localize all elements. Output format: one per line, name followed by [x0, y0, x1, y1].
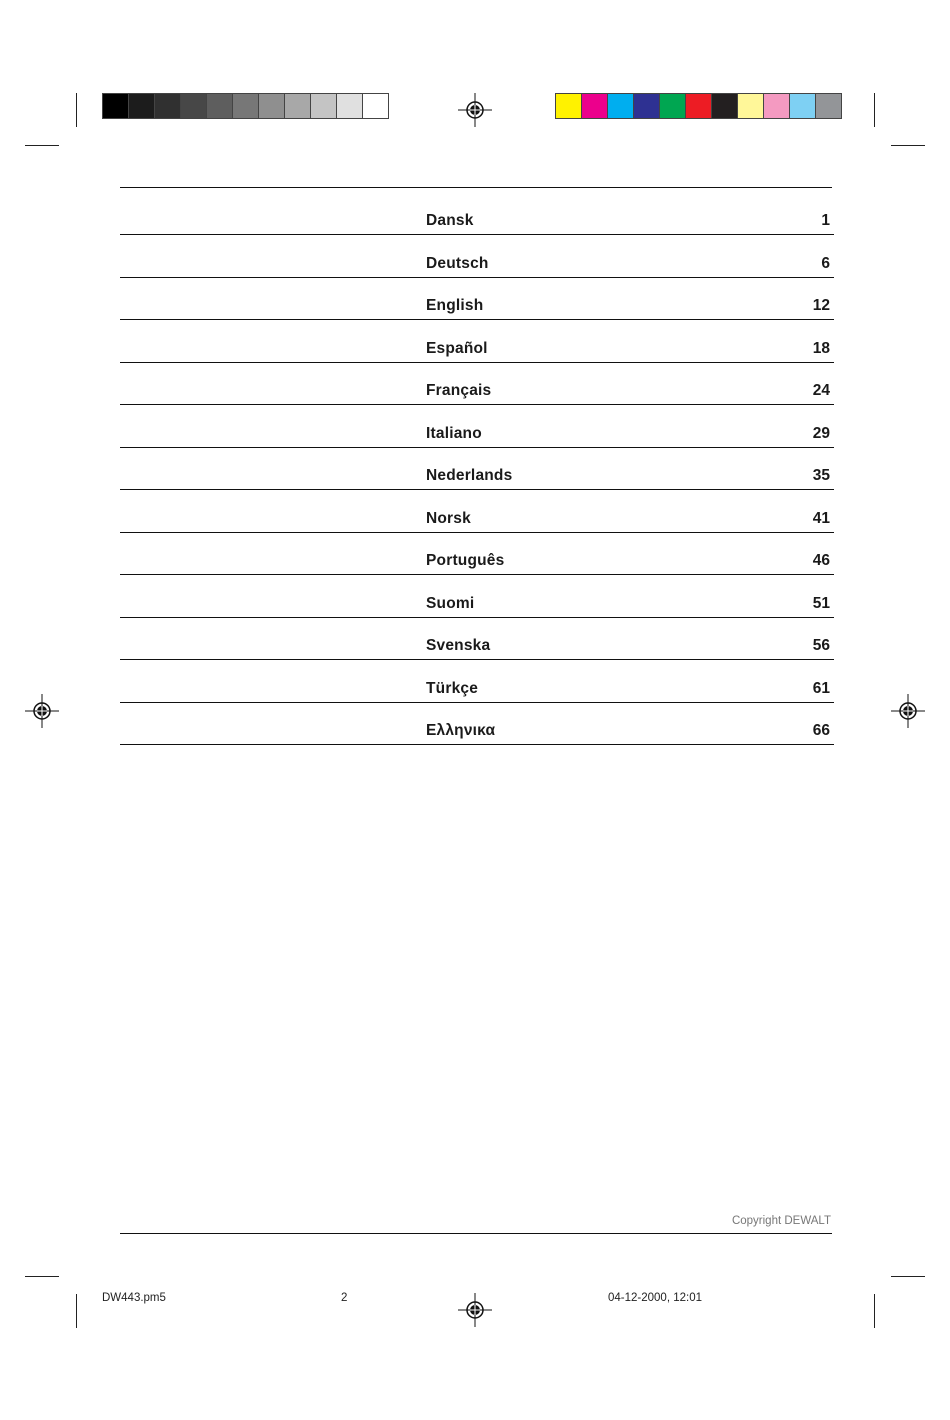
- crop-mark-bottom-right: [874, 1294, 875, 1328]
- process-color-bar: [555, 93, 842, 119]
- registration-mark-bottom: [458, 1293, 492, 1327]
- color-swatch: [582, 94, 608, 118]
- toc-language: Suomi: [426, 594, 475, 612]
- toc-page-number: 56: [812, 637, 830, 654]
- toc-row[interactable]: [120, 194, 834, 235]
- toc-page-number: 66: [812, 722, 830, 739]
- top-rule: [120, 187, 832, 188]
- toc-language: Português: [426, 552, 505, 569]
- slug-page-number: 2: [341, 1292, 348, 1304]
- toc-row[interactable]: [120, 703, 834, 746]
- toc-language: English: [426, 297, 484, 314]
- toc-language: Norsk: [426, 509, 471, 527]
- registration-mark-top: [458, 93, 492, 127]
- toc-language: Türkçe: [426, 679, 479, 697]
- toc-language: Dansk: [426, 212, 474, 229]
- color-swatch: [738, 94, 764, 118]
- color-swatch: [207, 94, 233, 118]
- toc-page-number: 18: [812, 339, 830, 357]
- color-swatch: [233, 94, 259, 118]
- toc-row[interactable]: [120, 278, 834, 321]
- bottom-rule: [120, 1233, 832, 1234]
- slug-datetime: 04-12-2000, 12:01: [608, 1292, 702, 1304]
- toc-language: Svenska: [426, 637, 491, 654]
- crop-mark-top-right: [874, 93, 875, 127]
- crop-mark-top-right-h: [891, 145, 925, 146]
- color-swatch: [816, 94, 841, 118]
- table-of-contents: [120, 194, 834, 745]
- toc-row[interactable]: [120, 490, 834, 533]
- toc-row[interactable]: [120, 660, 834, 703]
- toc-language: Español: [426, 339, 488, 357]
- color-swatch: [103, 94, 129, 118]
- toc-language: Français: [426, 382, 492, 399]
- color-swatch: [686, 94, 712, 118]
- crop-mark-bottom-left: [76, 1294, 77, 1328]
- color-swatch: [660, 94, 686, 118]
- grayscale-color-bar: [102, 93, 389, 119]
- toc-page-number: 35: [812, 467, 830, 484]
- crop-mark-top-left-h: [25, 145, 59, 146]
- color-swatch: [181, 94, 207, 118]
- color-swatch: [634, 94, 660, 118]
- color-swatch: [259, 94, 285, 118]
- copyright-notice: Copyright DEWALT: [731, 1215, 831, 1227]
- slug-filename: DW443.pm5: [102, 1292, 166, 1304]
- color-swatch: [608, 94, 634, 118]
- toc-page-number: 1: [821, 212, 830, 229]
- toc-row[interactable]: [120, 575, 834, 618]
- toc-page-number: 24: [812, 382, 830, 399]
- color-swatch: [129, 94, 155, 118]
- toc-row[interactable]: [120, 533, 834, 576]
- toc-row[interactable]: [120, 235, 834, 278]
- toc-page-number: 61: [812, 679, 830, 697]
- toc-page-number: 6: [821, 254, 830, 272]
- toc-language: Ελληνικα: [426, 722, 496, 739]
- toc-language: Italiano: [426, 424, 482, 442]
- toc-page-number: 46: [812, 552, 830, 569]
- color-swatch: [790, 94, 816, 118]
- color-swatch: [556, 94, 582, 118]
- color-swatch: [764, 94, 790, 118]
- color-swatch: [155, 94, 181, 118]
- color-swatch: [337, 94, 363, 118]
- toc-row[interactable]: [120, 363, 834, 406]
- toc-page-number: 29: [812, 424, 830, 442]
- color-swatch: [285, 94, 311, 118]
- color-swatch: [712, 94, 738, 118]
- registration-mark-right: [891, 694, 925, 728]
- crop-mark-top-left: [76, 93, 77, 127]
- toc-language: Nederlands: [426, 467, 513, 484]
- toc-row[interactable]: [120, 448, 834, 491]
- toc-page-number: 12: [812, 297, 830, 314]
- toc-page-number: 41: [812, 509, 830, 527]
- crop-mark-bottom-left-h: [25, 1276, 59, 1277]
- toc-row[interactable]: [120, 405, 834, 448]
- toc-row[interactable]: [120, 618, 834, 661]
- toc-language: Deutsch: [426, 254, 489, 272]
- registration-mark-left: [25, 694, 59, 728]
- toc-row[interactable]: [120, 320, 834, 363]
- crop-mark-bottom-right-h: [891, 1276, 925, 1277]
- toc-page-number: 51: [812, 594, 830, 612]
- color-swatch: [363, 94, 388, 118]
- color-swatch: [311, 94, 337, 118]
